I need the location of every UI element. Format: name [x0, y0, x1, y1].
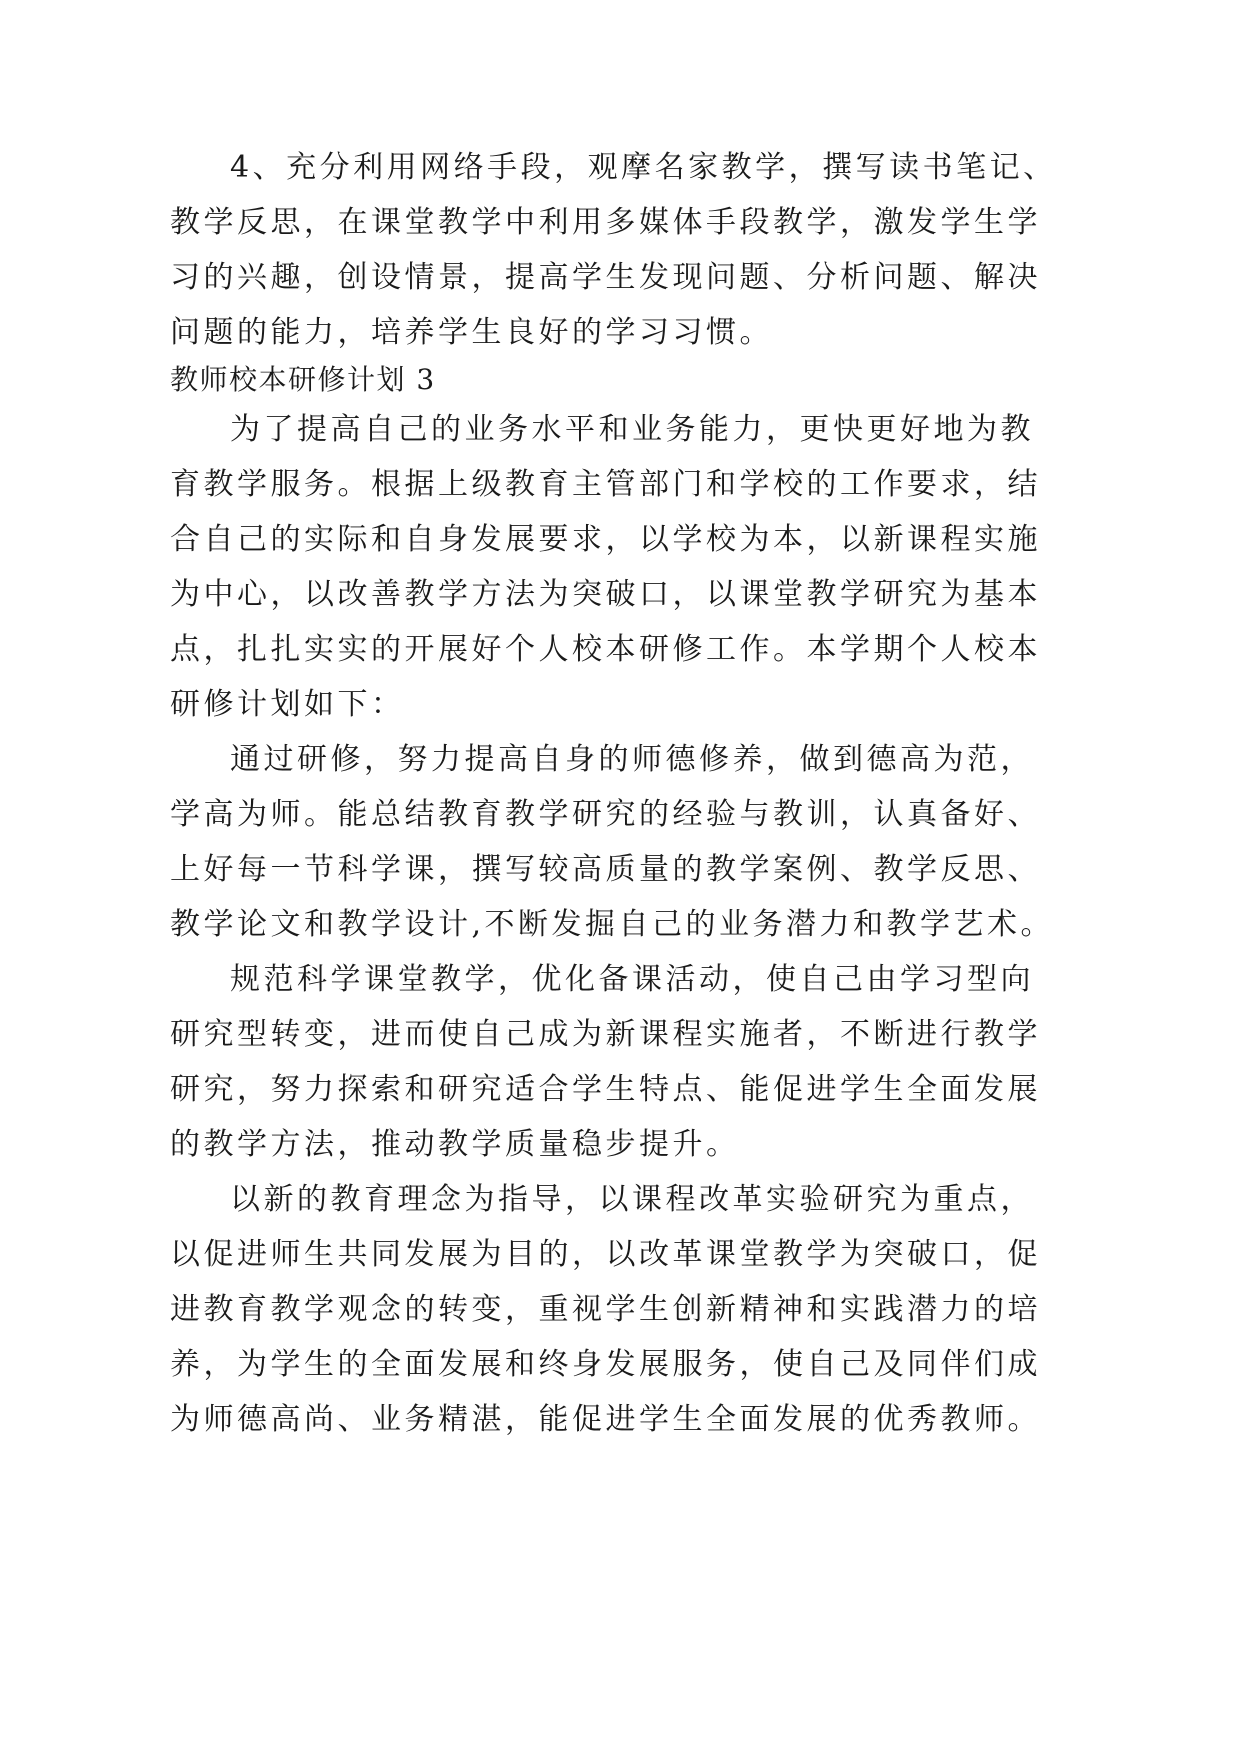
paragraph-3-line-4: 教学论文和教学设计,不断发掘自己的业务潜力和教学艺术。	[170, 907, 1055, 942]
paragraph-3-line-1: 通过研修，努力提高自身的师德修养，做到德高为范，	[230, 742, 1034, 777]
paragraph-2-line-6: 研修计划如下：	[170, 687, 405, 722]
paragraph-1-line-1: 4、充分利用网络手段，观摩名家教学，撰写读书笔记、	[230, 150, 1057, 185]
paragraph-5-line-1: 以新的教育理念为指导，以课程改革实验研究为重点，	[230, 1182, 1034, 1217]
paragraph-3-line-3: 上好每一节科学课，撰写较高质量的教学案例、教学反思、	[170, 852, 1041, 887]
paragraph-5-line-4: 养，为学生的全面发展和终身发展服务，使自己及同伴们成	[170, 1347, 1041, 1382]
paragraph-1-line-3: 习的兴趣，创设情景，提高学生发现问题、分析问题、解决	[170, 260, 1041, 295]
section-heading: 教师校本研修计划 3	[170, 363, 436, 396]
paragraph-4-line-3: 研究，努力探索和研究适合学生特点、能促进学生全面发展	[170, 1072, 1041, 1107]
paragraph-2-line-1: 为了提高自己的业务水平和业务能力，更快更好地为教	[230, 412, 1034, 447]
paragraph-4-line-1: 规范科学课堂教学，优化备课活动，使自己由学习型向	[230, 962, 1034, 997]
paragraph-3-line-2: 学高为师。能总结教育教学研究的经验与教训，认真备好、	[170, 797, 1041, 832]
paragraph-2-line-2: 育教学服务。根据上级教育主管部门和学校的工作要求，结	[170, 467, 1041, 502]
paragraph-5-line-3: 进教育教学观念的转变，重视学生创新精神和实践潜力的培	[170, 1292, 1041, 1327]
paragraph-4-line-2: 研究型转变，进而使自己成为新课程实施者，不断进行教学	[170, 1017, 1041, 1052]
paragraph-4-line-4: 的教学方法，推动教学质量稳步提升。	[170, 1127, 740, 1162]
paragraph-2-line-5: 点，扎扎实实的开展好个人校本研修工作。本学期个人校本	[170, 632, 1041, 667]
paragraph-2-line-4: 为中心，以改善教学方法为突破口，以课堂教学研究为基本	[170, 577, 1041, 612]
paragraph-1-line-2: 教学反思，在课堂教学中利用多媒体手段教学，激发学生学	[170, 205, 1041, 240]
paragraph-2-line-3: 合自己的实际和自身发展要求，以学校为本，以新课程实施	[170, 522, 1041, 557]
paragraph-5-line-2: 以促进师生共同发展为目的，以改革课堂教学为突破口，促	[170, 1237, 1041, 1272]
paragraph-1-line-4: 问题的能力，培养学生良好的学习习惯。	[170, 315, 773, 350]
paragraph-5-line-5: 为师德高尚、业务精湛，能促进学生全面发展的优秀教师。	[170, 1402, 1041, 1437]
